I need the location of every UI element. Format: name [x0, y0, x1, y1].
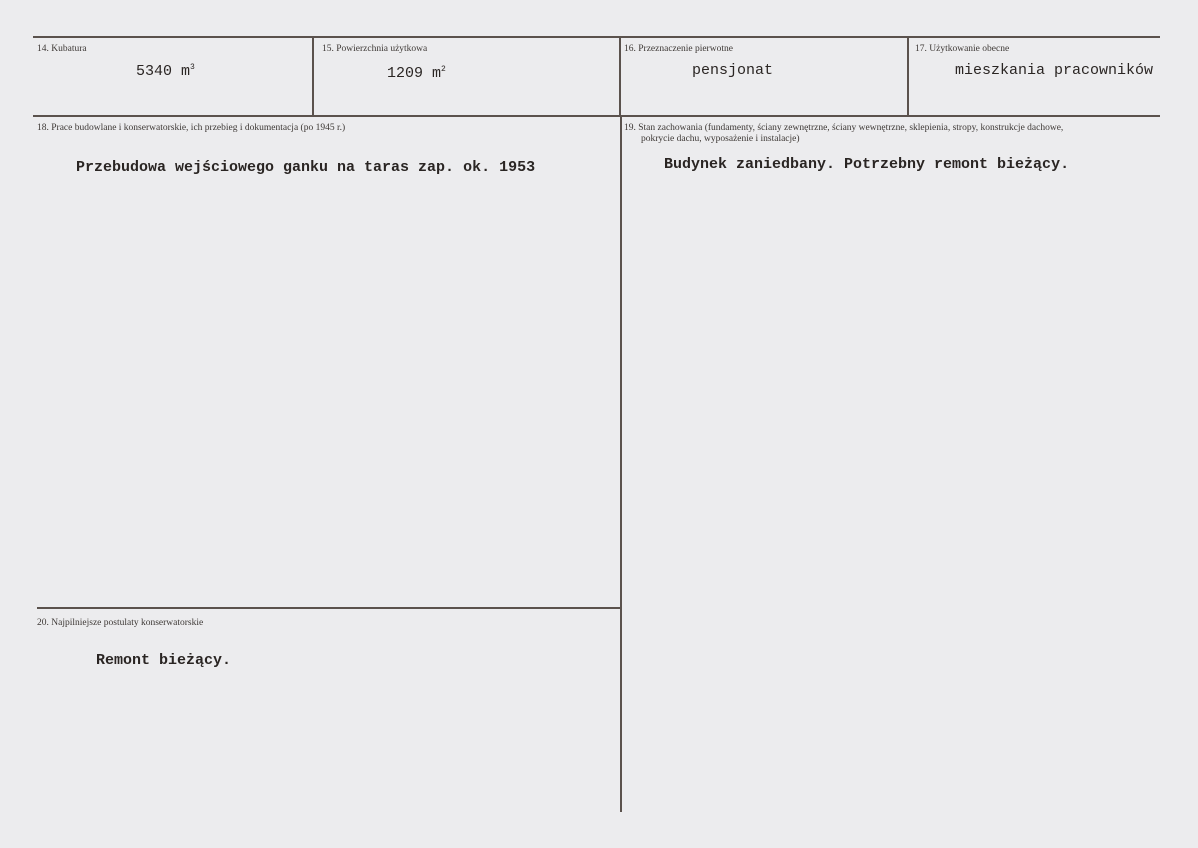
field-18-value: Przebudowa wejściowego ganku na taras zap. ok. 1953 [76, 159, 536, 176]
field-14-number: 5340 m [136, 63, 191, 80]
field-20-value: Remont bieżący. [96, 652, 232, 669]
field-18-label: 18. Prace budowlane i konserwatorskie, ich przebieg i dokumentacja (po 1945 r.) [37, 123, 346, 133]
field-17-value: mieszkania pracowników [955, 62, 1154, 79]
divider-16-17 [907, 37, 909, 116]
field-14-label: 14. Kubatura [37, 44, 87, 54]
divider-15-16 [619, 37, 621, 116]
field-19-value: Budynek zaniedbany. Potrzebny remont bieżący. [664, 156, 1070, 173]
rule-row1-bottom [33, 115, 1160, 117]
rule-field20-top [37, 607, 621, 609]
field-15-number: 1209 m [387, 65, 442, 82]
field-15-unit-exponent: 2 [441, 65, 446, 74]
field-15-value [387, 65, 446, 83]
field-14-value [136, 63, 195, 81]
field-16-label: 16. Przeznaczenie pierwotne [624, 44, 733, 54]
divider-center [620, 116, 622, 812]
rule-top [33, 36, 1160, 38]
field-15-label: 15. Powierzchnia użytkowa [322, 44, 428, 54]
field-14-unit-exponent: 3 [190, 63, 195, 72]
field-19-label-line2: pokrycie dachu, wyposażenie i instalacje) [641, 134, 800, 144]
field-16-value: pensjonat [692, 62, 774, 79]
field-19-label-line1: 19. Stan zachowania (fundamenty, ściany zewnętrzne, ściany wewnętrzne, sklepienia, stropy, konstrukcje dachowe, [624, 123, 1064, 133]
field-17-label: 17. Użytkowanie obecne [915, 44, 1010, 54]
divider-14-15 [312, 37, 314, 116]
field-20-label: 20. Najpilniejsze postulaty konserwatorskie [37, 618, 204, 628]
